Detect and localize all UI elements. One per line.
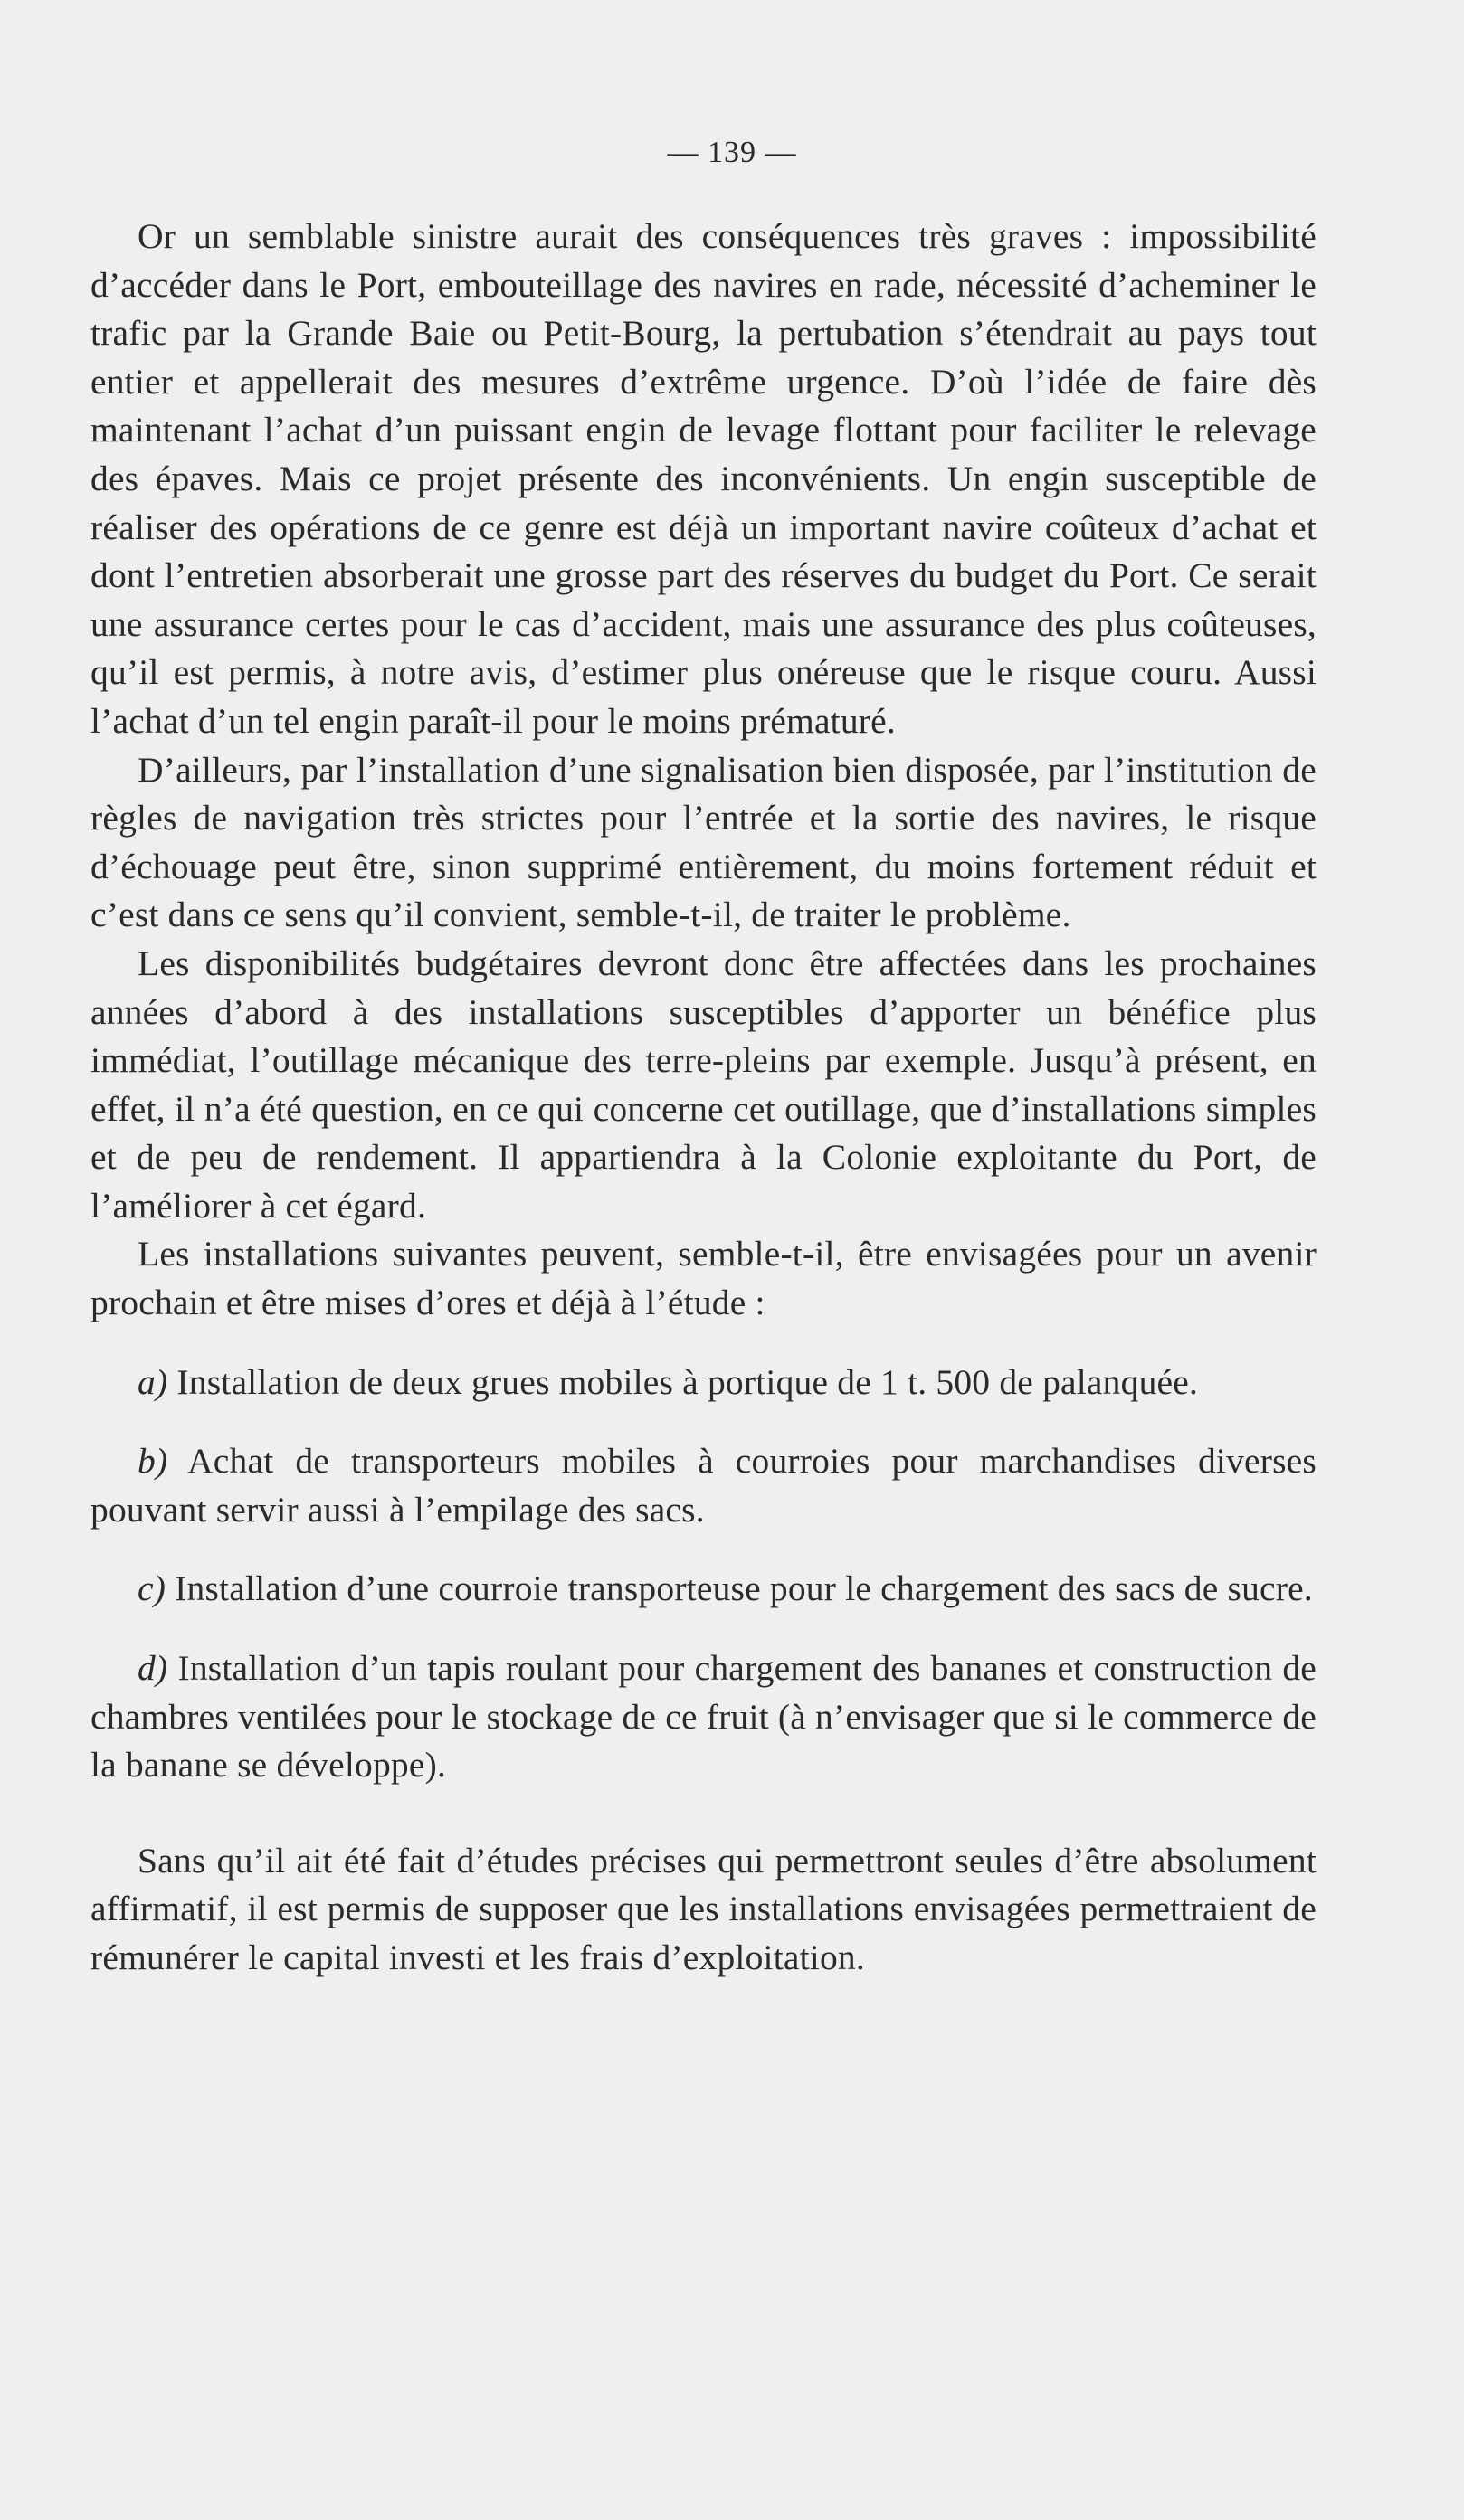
- paragraph: Or un semblable sinistre aurait des conséquences très graves : impossibilité d’accéder dans le Port, embouteillage des navires en rade, nécessité d’acheminer le trafic par la Grande Baie ou Petit-Bourg, la pertubation s’étendrait au pays tout entier et appellerait des mesures d’extrême urgence. D’où l’idée de faire dès maintenant l’achat d’un puissant engin de levage flottant pour faciliter le relevage des épaves. Mais ce projet présente des inconvénients. Un engin susceptible de réaliser des opérations de ce genre est déjà un important navire coûteux d’achat et dont l’entretien absorberait une grosse part des réserves du budget du Port. Ce serait une assurance certes pour le cas d’accident, mais une assurance des plus coûteuses, qu’il est permis, à notre avis, d’estimer plus onéreuse que le risque couru. Aussi l’achat d’un tel engin paraît-il pour le moins prématuré.: [90, 216, 1317, 741]
- list-item: [90, 1359, 1317, 1407]
- list-item-letter: a): [138, 1361, 168, 1402]
- body-text: [90, 213, 1317, 1983]
- list-item-text: Achat de transporteurs mobiles à courroies pour marchandises diverses pouvant servir aussi à l’empilage des sacs.: [90, 1441, 1317, 1530]
- list-item-text: Installation d’une courroie transporteuse pour le chargement des sacs de sucre.: [175, 1568, 1313, 1609]
- paragraph: Les disponibilités budgétaires devront donc être affectées dans les prochaines années d’abord à des installations susceptibles d’apporter un bénéfice plus immédiat, l’outillage mécanique des terre-pleins par exemple. Jusqu’à présent, en effet, il n’a été question, en ce qui concerne cet outillage, que d’installations simples et de peu de rendement. Il appartiendra à la Colonie exploitante du Port, de l’améliorer à cet égard.: [90, 943, 1317, 1226]
- list-item: [90, 1437, 1317, 1534]
- paragraph: D’ailleurs, par l’installation d’une signalisation bien disposée, par l’institution de règles de navigation très strictes pour l’entrée et la sortie des navires, le risque d’échouage peut être, sinon supprimé entièrement, du moins fortement réduit et c’est dans ce sens qu’il convient, semble-t-il, de traiter le problème.: [90, 749, 1317, 935]
- paragraph: Les installations suivantes peuvent, semble-t-il, être envisagées pour un avenir prochain et être mises d’ores et déjà à l’étude :: [90, 1234, 1317, 1323]
- list-item-text: Installation d’un tapis roulant pour chargement des bananes et construction de chambres ventilées pour le stockage de ce fruit (à n’envisager que si le commerce de la banane se développe).: [90, 1648, 1317, 1786]
- list-item-text: Installation de deux grues mobiles à portique de 1 t. 500 de palanquée.: [176, 1361, 1199, 1402]
- closing-paragraph: Sans qu’il ait été fait d’études précises qui permettront seules d’être absolument affirmatif, il est permis de supposer que les installations envisagées permettraient de rémunérer le capital investi et les frais d’exploitation.: [90, 1840, 1317, 1977]
- list-item-letter: d): [138, 1648, 168, 1689]
- list-item-letter: b): [138, 1441, 168, 1482]
- page-number: — 139 —: [667, 136, 797, 169]
- list-item-letter: c): [138, 1568, 166, 1609]
- list-item: [90, 1565, 1317, 1614]
- list-item: [90, 1644, 1317, 1790]
